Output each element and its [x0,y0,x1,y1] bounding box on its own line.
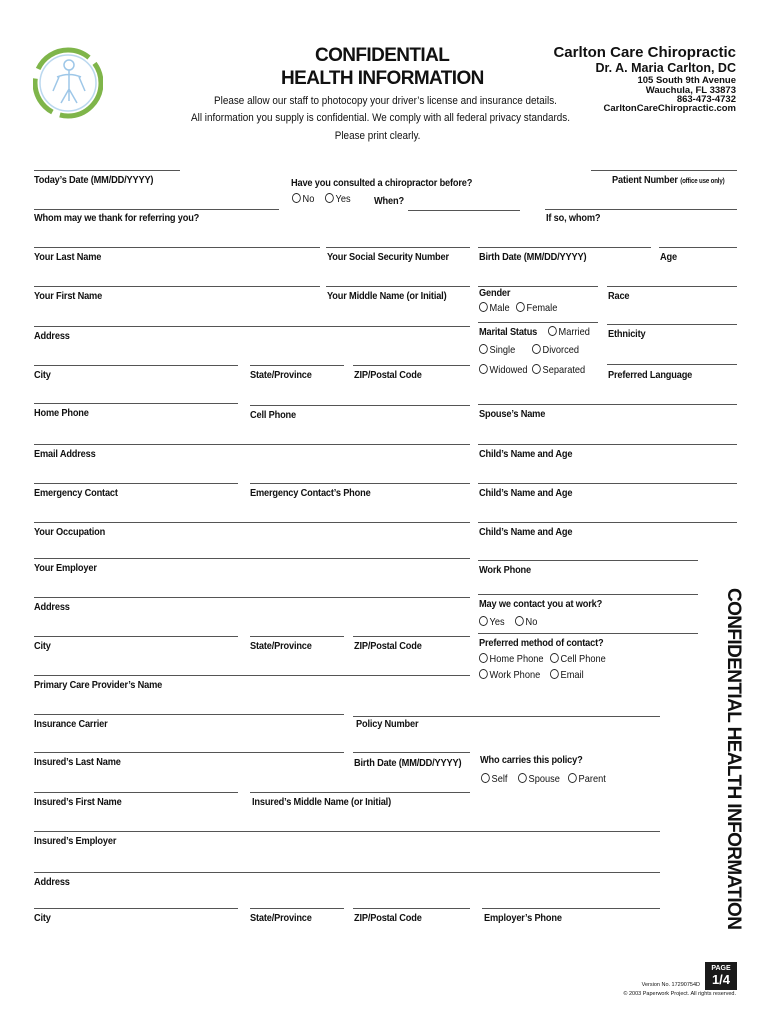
version-text: Version No. 17290754D [641,982,700,988]
child1-line[interactable] [478,444,737,445]
patient-number-label [612,174,724,186]
work-phone-line[interactable] [478,560,698,561]
contact-email-label: Email [560,669,584,681]
radio-icon [518,773,527,783]
zip-label: ZIP/Postal Code [354,369,422,381]
consulted-yes-label: Yes [335,193,351,205]
contact-yes-label: Yes [489,616,505,628]
employer-line[interactable] [34,558,470,559]
middle-name-line[interactable] [326,286,470,287]
radio-icon [481,773,490,783]
marital-widowed-radio[interactable] [479,364,528,376]
child3-line[interactable] [478,522,737,523]
contact-work-line [478,594,698,595]
insured-address-label: Address [34,876,70,888]
marital-divorced-radio[interactable] [532,344,579,356]
occupation-line[interactable] [34,522,470,523]
insured-state-line[interactable] [250,908,344,909]
insured-middle-line[interactable] [250,792,470,793]
email-line[interactable] [34,444,470,445]
last-name-label: Your Last Name [34,251,102,263]
child2-label: Child’s Name and Age [479,487,573,499]
side-title-text: CONFIDENTIAL HEALTH INFORMATION [723,588,744,930]
consulted-no-radio[interactable] [292,193,314,205]
contact-work-no-radio[interactable] [515,616,537,628]
primary-care-label: Primary Care Provider’s Name [34,679,163,691]
clinic-website: CarltonCareChiropractic.com [603,103,736,114]
carrier-self-radio[interactable] [481,773,507,785]
insured-last-line[interactable] [34,752,344,753]
birth-date-line[interactable] [478,247,651,248]
side-title [708,588,748,958]
age-label: Age [660,251,677,263]
child1-label: Child’s Name and Age [479,448,573,460]
separated-label: Separated [542,364,586,376]
contact-cell-phone-label: Cell Phone [560,653,606,665]
contact-work-yes-radio[interactable] [479,616,505,628]
radio-icon [479,364,488,374]
child3-label: Child’s Name and Age [479,526,573,538]
insured-zip-line[interactable] [353,908,470,909]
middle-name-label: Your Middle Name (or Initial) [327,290,447,302]
female-label: Female [526,302,558,314]
insurance-carrier-line[interactable] [34,714,344,715]
radio-icon [292,193,301,203]
employer-phone-line[interactable] [482,908,660,909]
address-line[interactable] [34,326,470,327]
who-carries-label: Who carries this policy? [480,754,583,766]
employer-zip-line[interactable] [353,636,470,637]
radio-icon [479,302,488,312]
employer-address-label: Address [34,601,70,613]
consulted-yes-radio[interactable] [325,193,351,205]
employer-city-label: City [34,640,51,652]
radio-icon [532,364,541,374]
home-phone-label: Home Phone [34,407,89,419]
single-label: Single [489,344,516,356]
contact-cell-phone-radio[interactable] [550,653,606,665]
employer-label: Your Employer [34,562,97,574]
first-name-line[interactable] [34,286,320,287]
insured-birth-label: Birth Date (MM/DD/YYYY) [354,757,462,769]
marital-separated-radio[interactable] [532,364,585,376]
race-line[interactable] [607,286,737,287]
birth-date-label: Birth Date (MM/DD/YYYY) [479,251,587,263]
radio-icon [568,773,577,783]
parent-label: Parent [578,773,606,785]
preferred-language-label: Preferred Language [608,369,693,381]
insurance-carrier-label: Insurance Carrier [34,718,108,730]
insured-last-label: Insured’s Last Name [34,756,121,768]
city-label: City [34,369,51,381]
page-label: PAGE [711,965,731,972]
male-label: Male [489,302,510,314]
spouse-label: Spouse’s Name [479,408,546,420]
radio-icon [548,326,557,336]
contact-work-phone-radio[interactable] [479,669,540,681]
email-label: Email Address [34,448,96,460]
contact-work-phone-label: Work Phone [489,669,541,681]
insured-zip-label: ZIP/Postal Code [354,912,422,924]
if-so-line[interactable] [545,209,737,210]
race-label: Race [608,290,630,302]
todays-date-label: Today’s Date (MM/DD/YYYY) [34,174,154,186]
emergency-phone-label: Emergency Contact’s Phone [250,487,371,499]
insured-state-label: State/Province [250,912,312,924]
employer-address-line[interactable] [34,597,470,598]
referring-label: Whom may we thank for referring you? [34,212,200,224]
occupation-label: Your Occupation [34,526,106,538]
radio-icon [479,669,488,679]
policy-number-line[interactable] [353,716,660,717]
employer-state-label: State/Province [250,640,312,652]
patient-number-text: Patient Number [612,174,678,186]
insured-city-line[interactable] [34,908,238,909]
marital-line [478,322,598,323]
divorced-label: Divorced [542,344,580,356]
spouse-line[interactable] [478,404,737,405]
zip-line[interactable] [353,365,470,366]
insured-first-line[interactable] [34,792,238,793]
clinic-phone: 863-473-4732 [676,94,736,105]
carrier-parent-radio[interactable] [568,773,606,785]
first-name-label: Your First Name [34,290,103,302]
gender-label: Gender [479,287,511,299]
contact-work-label: May we contact you at work? [479,598,603,610]
consulted-no-label: No [302,193,315,205]
radio-icon [515,616,524,626]
consulted-question: Have you consulted a chiropractor before? [291,177,473,189]
home-phone-line[interactable] [34,403,238,404]
child2-line[interactable] [478,483,737,484]
when-line[interactable] [408,210,520,211]
contact-home-phone-label: Home Phone [489,653,544,665]
radio-icon [516,302,525,312]
contact-email-radio[interactable] [550,669,584,681]
employer-city-line[interactable] [34,636,238,637]
preferred-contact-label: Preferred method of contact? [479,637,604,649]
age-line[interactable] [659,247,737,248]
clinic-doctor: Dr. A. Maria Carlton, DC [595,61,736,75]
city-line[interactable] [34,365,238,366]
clinic-address2: Wauchula, FL 33873 [645,85,736,96]
ssn-label: Your Social Security Number [327,251,449,263]
ssn-line[interactable] [326,247,470,248]
insured-employer-label: Insured’s Employer [34,835,117,847]
carrier-spouse-radio[interactable] [518,773,560,785]
gender-male-radio[interactable] [479,302,510,314]
last-name-line[interactable] [34,247,320,248]
preferred-contact-line [478,633,698,634]
self-label: Self [491,773,508,785]
emergency-phone-line[interactable] [250,483,470,484]
form-title-line2: HEALTH INFORMATION [281,68,484,89]
radio-icon [325,193,334,203]
intro-line3: Please print clearly. [334,130,421,142]
if-so-label: If so, whom? [546,212,601,224]
radio-icon [550,653,559,663]
contact-home-phone-radio[interactable] [479,653,544,665]
marital-married-radio[interactable] [548,326,590,338]
married-label: Married [558,326,590,338]
cell-phone-line[interactable] [250,405,470,406]
intro-line2: All information you supply is confidential. We comply with all federal privacy standards. [191,112,570,124]
insured-employer-line[interactable] [34,831,660,832]
radio-icon [479,616,488,626]
employer-state-line[interactable] [250,636,344,637]
radio-icon [550,669,559,679]
state-line[interactable] [250,365,344,366]
insured-birth-line[interactable] [353,752,470,753]
ethnicity-line[interactable] [607,324,737,325]
when-label: When? [374,195,404,207]
copyright-text: © 2003 Paperwork Project. All rights reserved. [623,991,736,997]
insured-city-label: City [34,912,51,924]
marital-single-radio[interactable] [479,344,515,356]
clinic-logo [33,45,103,121]
policy-number-label: Policy Number [356,718,419,730]
work-phone-label: Work Phone [479,564,531,576]
clinic-name: Carlton Care Chiropractic [553,44,736,61]
widowed-label: Widowed [489,364,528,376]
state-label: State/Province [250,369,312,381]
gender-female-radio[interactable] [516,302,557,314]
contact-no-label: No [525,616,538,628]
page-indicator [705,962,737,990]
employer-phone-label: Employer’s Phone [484,912,562,924]
marital-status-label: Marital Status [479,326,538,338]
patient-number-line[interactable] [591,170,737,171]
radio-icon [479,653,488,663]
emergency-contact-label: Emergency Contact [34,487,118,499]
office-use-text: (office use only) [680,178,725,185]
primary-care-line[interactable] [34,675,470,676]
insured-middle-label: Insured’s Middle Name (or Initial) [252,796,391,808]
form-title-line1: CONFIDENTIAL [315,45,450,66]
ethnicity-label: Ethnicity [608,328,646,340]
employer-zip-label: ZIP/Postal Code [354,640,422,652]
insured-address-line[interactable] [34,872,660,873]
radio-icon [479,344,488,354]
intro-line1: Please allow our staff to photocopy your driver’s license and insurance details. [214,95,557,107]
todays-date-line[interactable] [34,170,180,171]
address-label: Address [34,330,70,342]
language-line[interactable] [607,364,737,365]
insured-first-label: Insured’s First Name [34,796,122,808]
spouse-option-label: Spouse [528,773,560,785]
clinic-address1: 105 South 9th Avenue [637,75,736,86]
referring-line[interactable] [34,209,279,210]
radio-icon [532,344,541,354]
emergency-contact-line[interactable] [34,483,238,484]
cell-phone-label: Cell Phone [250,409,296,421]
page-number: 1/4 [711,972,731,987]
